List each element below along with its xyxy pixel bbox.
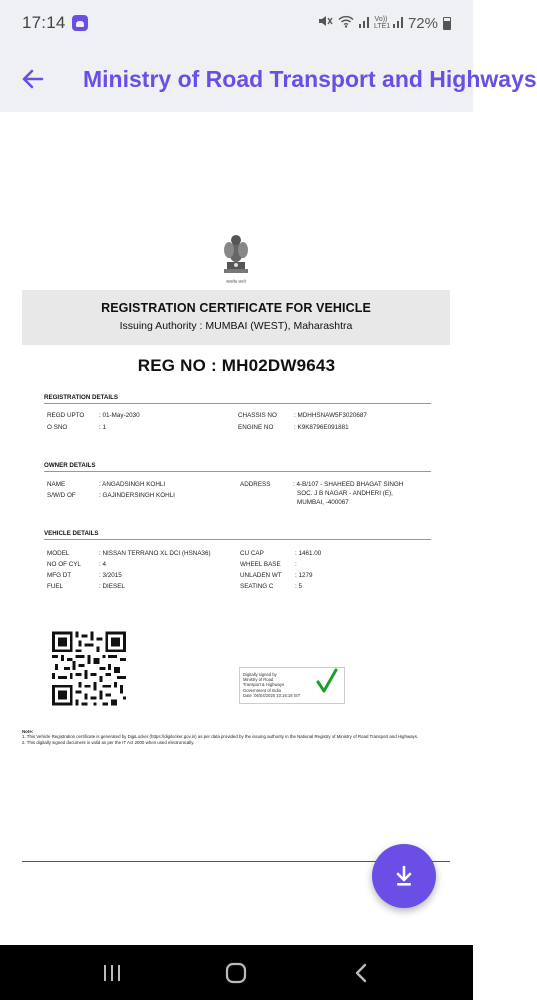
owner-name-row	[47, 481, 166, 490]
registration-details-heading: REGISTRATION DETAILS	[44, 394, 119, 401]
cu-cap-row	[240, 550, 322, 559]
app-bar	[0, 46, 537, 112]
fuel-row	[47, 583, 125, 592]
arrow-left-icon	[21, 69, 43, 89]
issuing-authority: Issuing Authority : MUMBAI (WEST), Maharashtra	[119, 320, 353, 332]
o-sno-value: : 1	[99, 424, 107, 431]
home-icon	[225, 962, 247, 984]
status-time: 17:14	[22, 13, 66, 32]
system-back-button[interactable]	[331, 953, 391, 993]
seating-label: SEATING C	[240, 583, 274, 590]
fuel-value: : DIESEL	[99, 583, 125, 590]
back-button[interactable]	[0, 46, 64, 112]
divider	[44, 471, 431, 472]
emblem-caption: सत्यमेव जयते	[226, 279, 246, 284]
certificate-title: REGISTRATION CERTIFICATE FOR VEHICLE	[101, 301, 371, 315]
model-label: MODEL	[47, 550, 70, 557]
cu-cap-label: CU CAP	[240, 550, 264, 557]
owner-name-label: NAME	[47, 481, 66, 488]
cylinders-row	[47, 561, 107, 570]
engine-row	[238, 424, 349, 433]
app-notification-icon	[72, 15, 88, 31]
vehicle-details-heading: VEHICLE DETAILS	[44, 530, 99, 537]
o-sno-row	[47, 424, 107, 433]
o-sno-label: O SNO	[47, 424, 68, 431]
chassis-row	[238, 412, 367, 421]
note-2: 2. This digitally signed document is valid as per the IT Act 2000 when used electronically.	[22, 739, 195, 745]
signature-line: Ministry of Road	[243, 677, 274, 683]
registration-number: REG NO : MH02DW9643	[137, 356, 336, 375]
unladen-weight-label: UNLADEN WT	[240, 572, 282, 579]
battery-percent: 72%	[407, 14, 438, 32]
status-indicators	[317, 14, 451, 32]
recent-apps-icon	[102, 964, 122, 982]
signature-text	[243, 672, 309, 698]
owner-details-heading: OWNER DETAILS	[44, 462, 96, 469]
address-label: ADDRESS	[240, 481, 271, 488]
signature-line: Transport & Highways	[243, 682, 285, 688]
signature-line: Government of India	[243, 687, 281, 693]
national-emblem-logo	[218, 232, 254, 278]
home-button[interactable]	[206, 953, 266, 993]
divider	[44, 403, 431, 404]
wifi-icon	[338, 15, 354, 32]
regd-upto-row	[47, 412, 140, 421]
address-line-3: MUMBAI, -400067	[297, 499, 349, 506]
unladen-weight-row	[240, 572, 313, 581]
certificate-header	[22, 290, 450, 345]
certificate-document[interactable]	[0, 112, 473, 945]
signature-line: Digitally signed by	[243, 672, 277, 677]
checkmark-icon	[316, 668, 338, 694]
download-icon	[395, 865, 413, 887]
network-label: Vo)) LTE1	[373, 16, 391, 30]
regd-upto-value: : 01-May-2030	[99, 412, 140, 419]
cylinders-value: : 4	[99, 561, 107, 568]
seating-value: : 5	[295, 583, 303, 590]
system-nav-bar	[0, 945, 473, 1000]
mfg-date-value: : 3/2015	[99, 572, 122, 579]
chassis-label: CHASSIS NO	[238, 412, 277, 419]
divider	[44, 539, 431, 540]
mute-icon	[317, 14, 333, 32]
swd-value: : GAJINDERSINGH KOHLI	[99, 492, 175, 499]
engine-value: : K9K8796E091881	[294, 424, 349, 431]
mfg-date-label: MFG DT	[47, 572, 72, 579]
wheel-base-label: WHEEL BASE	[240, 561, 281, 568]
qr-code	[52, 631, 126, 706]
fuel-label: FUEL	[47, 583, 64, 590]
battery-icon	[443, 17, 451, 30]
address-row	[240, 481, 404, 490]
swd-row	[47, 492, 175, 501]
signal-icon	[359, 15, 369, 32]
model-row	[47, 550, 211, 559]
unladen-weight-value: : 1279	[295, 572, 313, 579]
model-value: : NISSAN TERRANO XL DCI (HSNA36)	[99, 550, 211, 557]
wheel-base-value: :	[295, 561, 297, 568]
chassis-value: : MDHHSNAW5F3020687	[294, 412, 367, 419]
download-button[interactable]	[372, 844, 436, 908]
engine-label: ENGINE NO	[238, 424, 274, 431]
cylinders-label: NO OF CYL	[47, 561, 81, 568]
mfg-date-row	[47, 572, 122, 581]
status-bar	[0, 0, 473, 46]
address-line-2: SOC. J B NAGAR - ANDHERI (E),	[297, 490, 393, 497]
swd-label: S/W/D OF	[47, 492, 76, 499]
notes	[22, 729, 454, 745]
regd-upto-label: REGD UPTO	[47, 412, 85, 419]
recent-apps-button[interactable]	[82, 953, 142, 993]
digital-signature	[239, 667, 345, 704]
page-title: Ministry of Road Transport and Highways	[83, 65, 537, 92]
note-label: Note:	[22, 729, 34, 734]
signal-icon-2	[393, 15, 403, 32]
seating-row	[240, 583, 303, 592]
owner-name-value: : ANGADSINGH KOHLI	[99, 481, 166, 488]
cu-cap-value: : 1461.00	[295, 550, 322, 557]
wheel-base-row	[240, 561, 297, 570]
address-line-1: : 4-B/107 - SHAHEED BHAGAT SINGH	[293, 481, 404, 488]
signature-date: Date :06/04/2020 10:16:18 IST	[243, 692, 301, 698]
note-1: 1. This Vehicle Registration certificate is generated by DigiLocker (https://digilocker.gov.in) as per data provided by the issuing authority in the National Registry of Ministry of Road Transport and Highways.	[22, 734, 419, 740]
back-icon	[354, 963, 368, 983]
